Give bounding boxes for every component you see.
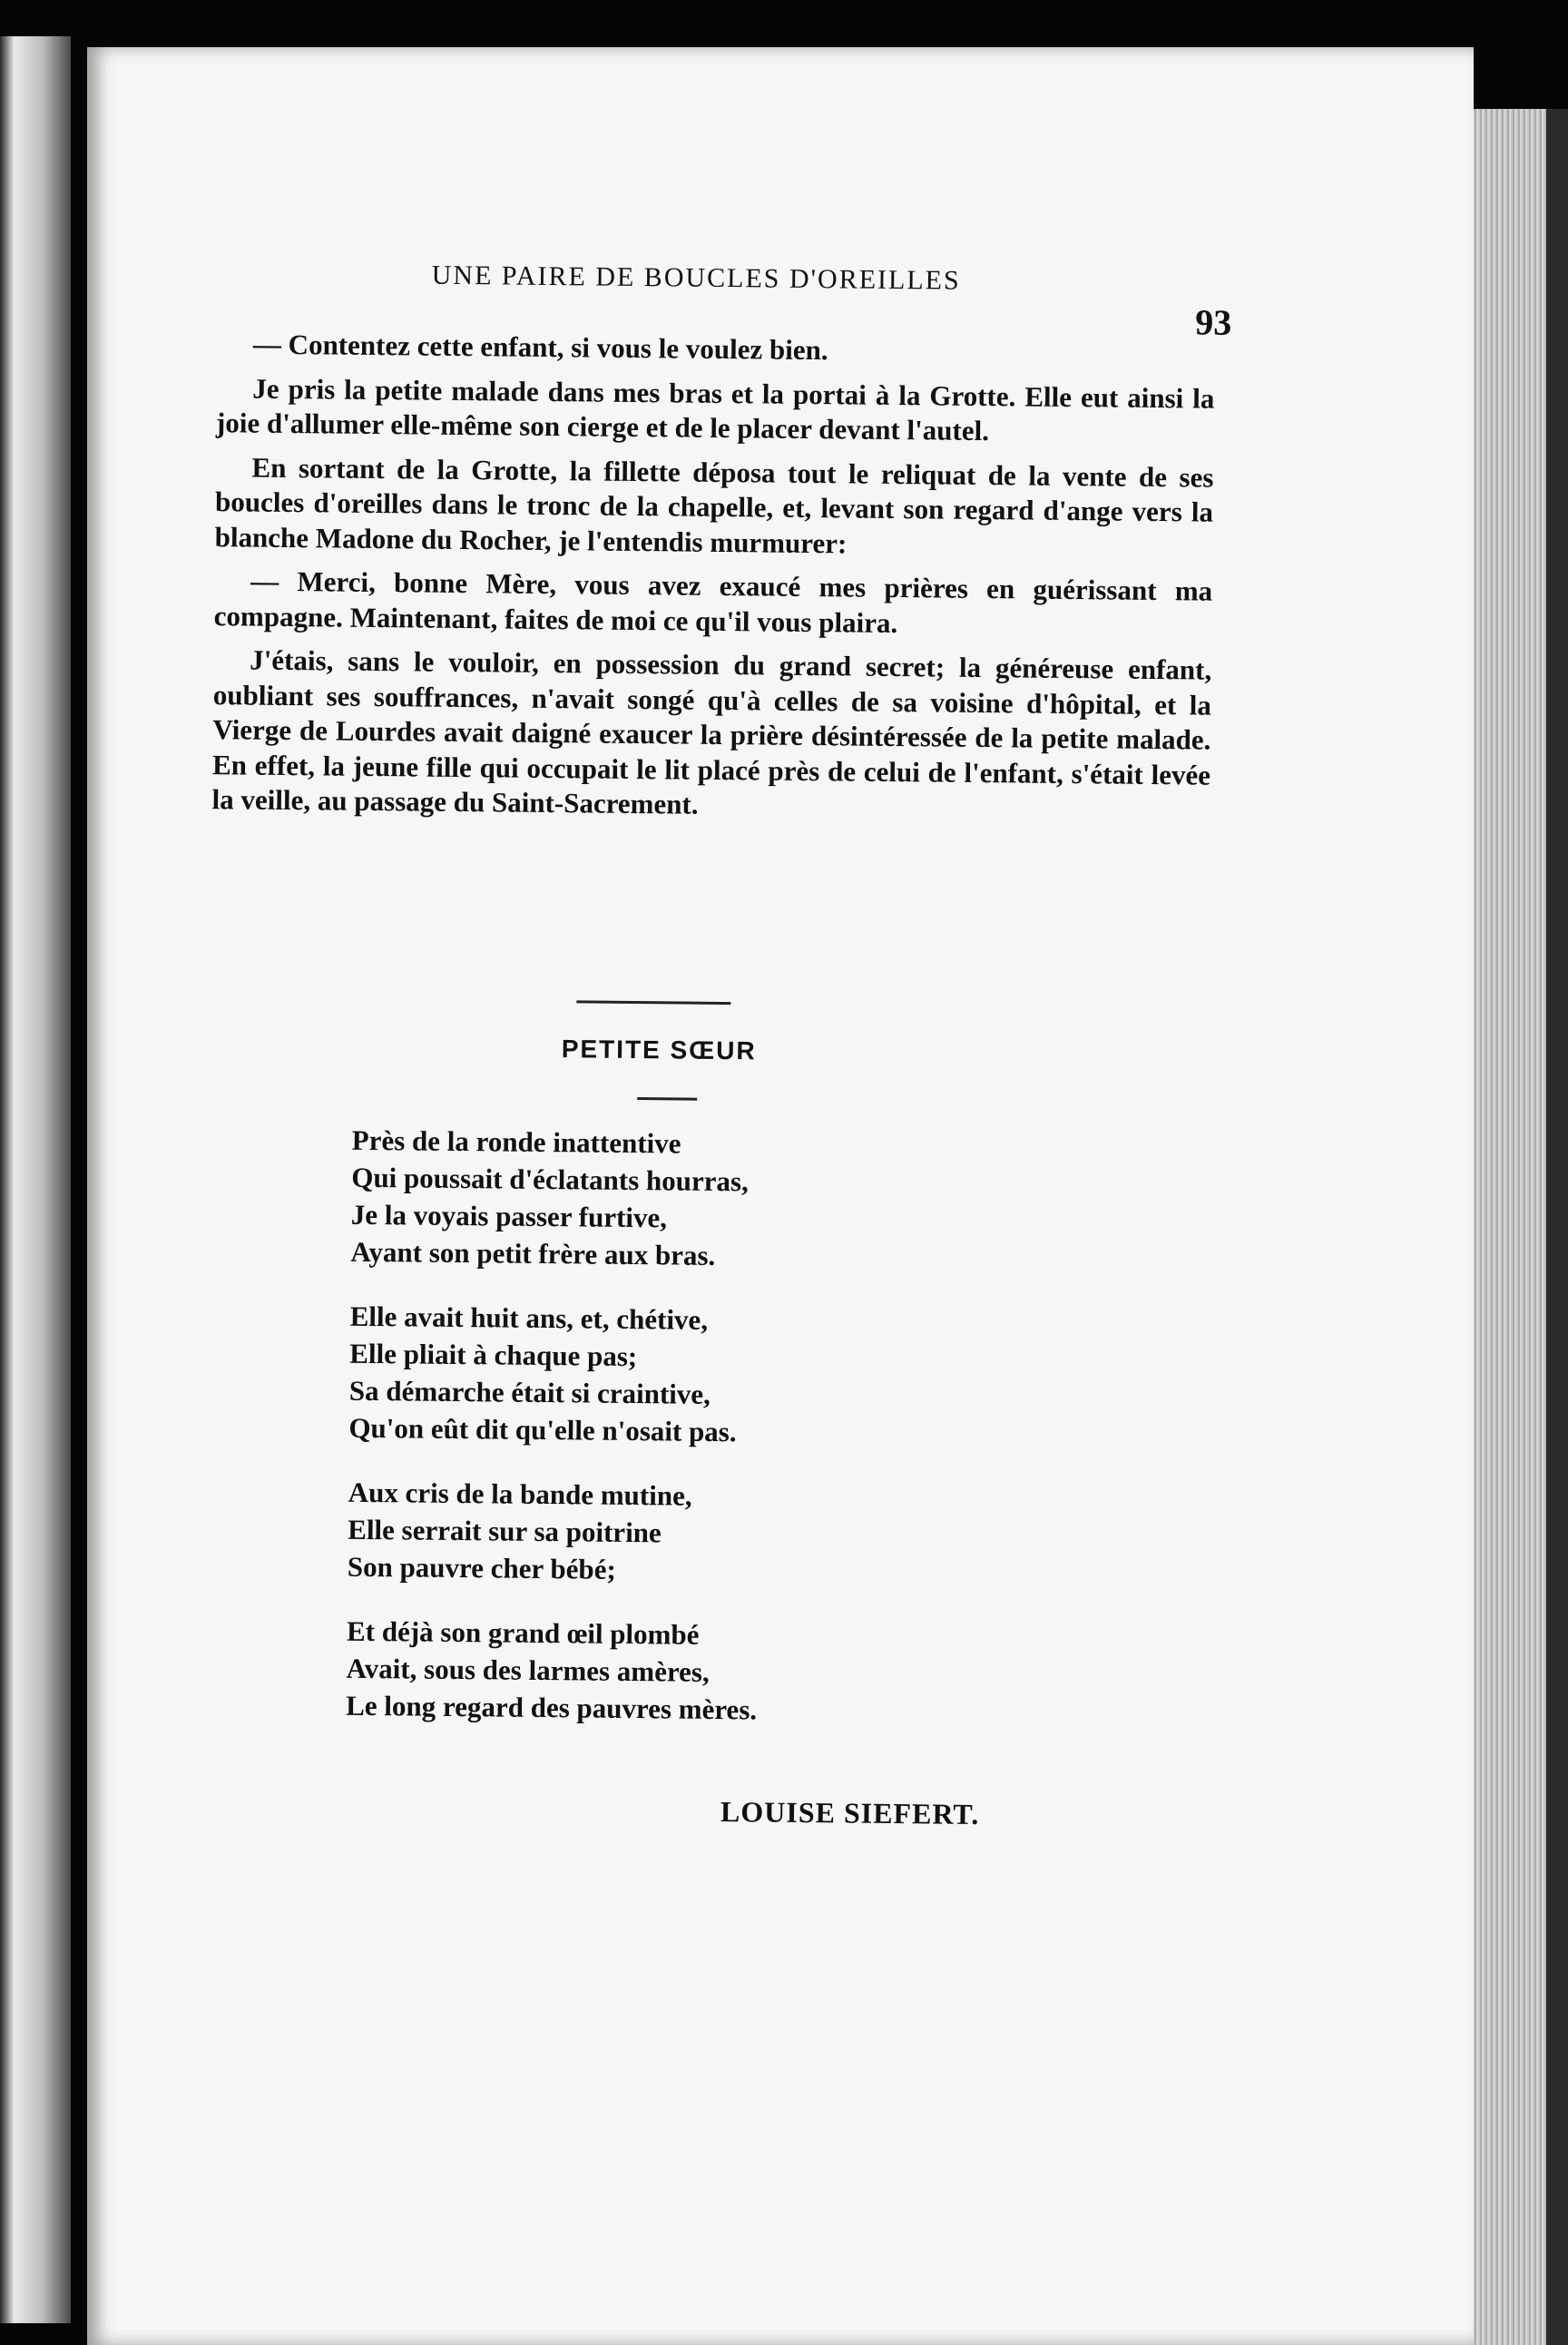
page-stack-edge (1474, 109, 1546, 2345)
title-divider (637, 1097, 697, 1101)
verse-line: Elle avait huit ans, et, chétive, (349, 1300, 709, 1336)
verse-line: Avait, sous des larmes amères, (346, 1652, 710, 1688)
poem (346, 1122, 987, 1758)
verse-line: Qu'on eût dit qu'elle n'osait pas. (348, 1411, 737, 1448)
verse-line: Près de la ronde inattentive (351, 1123, 681, 1160)
paragraph: En sortant de la Grotte, la fillette déposa tout le reliquat de la vente de ses boucles d'oreilles dans le tronc de la chapelle, et, levant son regard d'ange vers la blanche Madone du Rocher, je l'entendis murmurer: (214, 451, 1214, 559)
verse-line: Son pauvre cher bébé; (347, 1550, 616, 1585)
verse-line: Elle serrait sur sa poitrine (348, 1513, 662, 1549)
verse-line: Qui poussait d'éclatants hourras, (351, 1161, 749, 1198)
paragraph: Je pris la petite malade dans mes bras et la portai à la Grotte. Elle eut ainsi la joie d'allumer elle-même son cierge et de le placer devant l'autel. (215, 372, 1215, 447)
book-left-edge (0, 36, 71, 2323)
verse-line: Ayant son petit frère aux bras. (350, 1235, 716, 1271)
prose-body (211, 327, 1215, 837)
stanza (350, 1122, 987, 1277)
verse-line: Et déjà son grand œil plombé (346, 1614, 700, 1651)
paragraph: J'étais, sans le vouloir, en possession du grand secret; la généreuse enfant, oubliant ses souffrances, n'avait songé qu'à celles de sa voisine d'hôpital, et la Vierge de Lourdes avait daigné exaucer la prière désintéressée de la petite malade. En effet, la jeune fille qui occupait le lit placé près de celui de l'enfant, s'était levée la veille, au passage du Saint-Sacrement. (211, 643, 1212, 820)
paragraph: — Merci, bonne Mère, vous avez exaucé mes prières en guérissant ma compagne. Maintenant, faites de moi ce qu'il vous plaira. (213, 564, 1213, 639)
poem-author: LOUISE SIEFERT. (720, 1795, 980, 1831)
stanza (346, 1613, 982, 1731)
paragraph: — Contentez cette enfant, si vous le voulez bien. (252, 328, 828, 367)
section-divider (576, 1000, 730, 1005)
stanza (348, 1474, 984, 1592)
page-content (188, 250, 1232, 1877)
verse-line: Aux cris de la bande mutine, (348, 1476, 692, 1512)
page-number: 93 (1194, 301, 1232, 343)
verse-line: Sa démarche était si craintive, (348, 1374, 711, 1410)
page-stack-shadow (1546, 109, 1568, 2345)
verse-line: Je la voyais passer furtive, (350, 1198, 668, 1234)
verse-line: Elle pliait à chaque pas; (349, 1337, 638, 1373)
stanza (348, 1298, 985, 1453)
poem-title: PETITE SŒUR (561, 1035, 757, 1065)
running-head: UNE PAIRE DE BOUCLES D'OREILLES (431, 260, 961, 296)
verse-line: Le long regard des pauvres mères. (346, 1689, 758, 1726)
